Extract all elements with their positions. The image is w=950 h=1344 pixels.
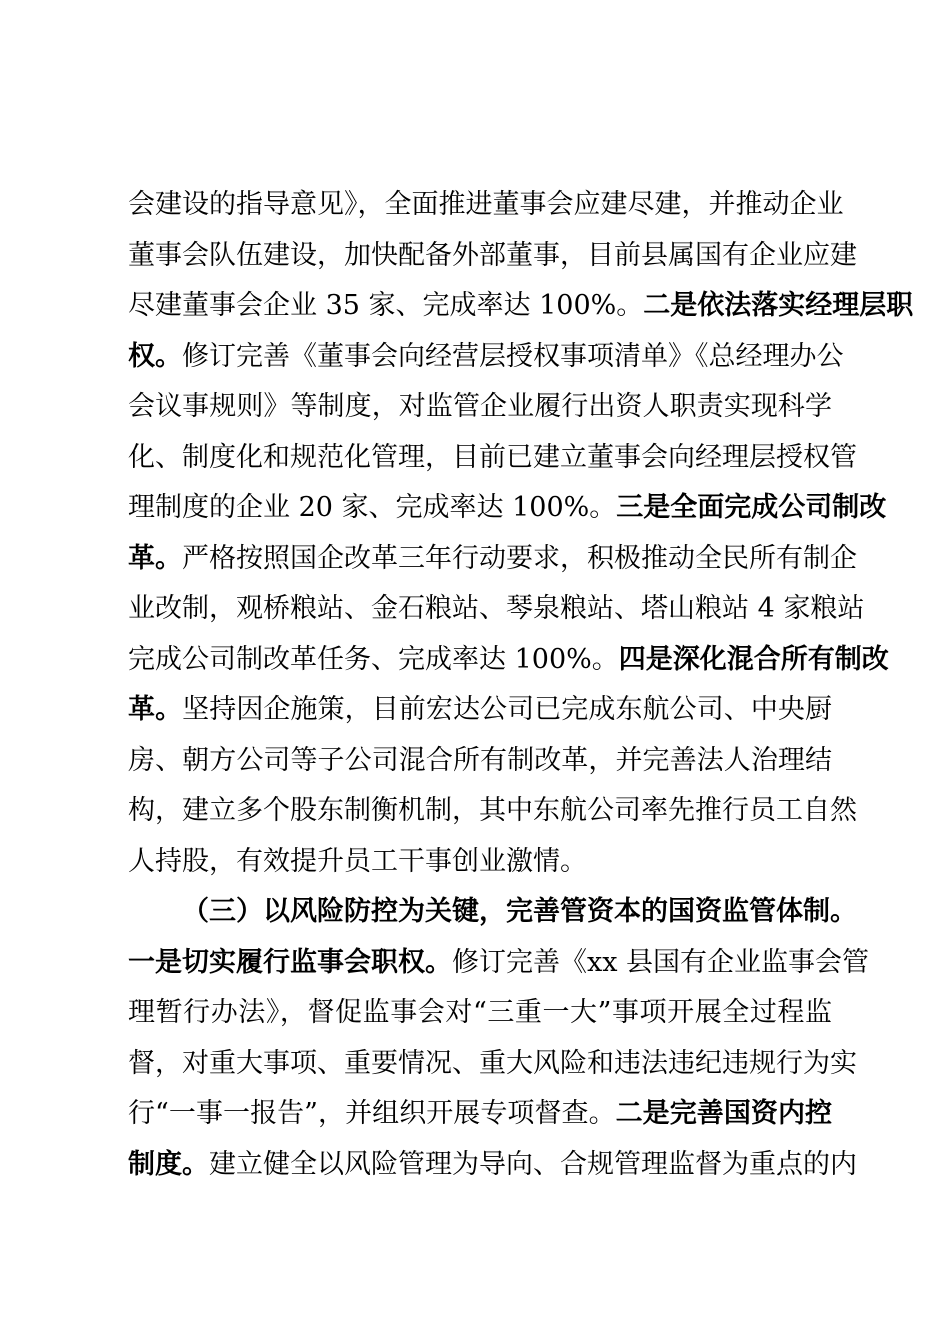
text-line: 督，对重大事项、重要情况、重大风险和违法违纪违规行为实 [128, 1047, 857, 1079]
point-three-title: 三是全面完成公司制改 [616, 492, 887, 523]
point-two-title: 二是依法落实经理层职 [643, 290, 914, 321]
text-line: 革。坚持因企施策，目前宏达公司已完成东航公司、中央厨 [128, 694, 833, 725]
paragraph-reform [128, 180, 914, 887]
text-line: 会建设的指导意见》，全面推进董事会应建尽建，并推动企业 [128, 189, 844, 220]
text-line: 行“一事一报告”，并组织开展专项督查。二是完善国资内控 [128, 1098, 832, 1129]
section-heading: （三）以风险防控为关键，完善管资本的国资监管体制。 [182, 896, 857, 927]
text-line: 会议事规则》等制度，对监管企业履行出资人职责实现科学 [128, 391, 832, 422]
text-line: 房、朝方公司等子公司混合所有制改革，并完善法人治理结 [128, 744, 832, 776]
paragraph-risk-control [128, 887, 870, 1190]
text-line: 业改制，观桥粮站、金石粮站、琴泉粮站、塔山粮站 4 家粮站 [128, 593, 865, 624]
text-line: 董事会队伍建设，加快配备外部董事，目前县属国有企业应建 [128, 239, 857, 271]
text-line: 人持股，有效提升员工干事创业激情。 [128, 845, 587, 877]
text-line: 革。严格按照国企改革三年行动要求，积极推动全民所有制企 [128, 542, 857, 574]
text-line: 化、制度化和规范化管理，目前已建立董事会向经理层授权管 [128, 441, 857, 473]
text-line: 构，建立多个股东制衡机制，其中东航公司率先推行员工自然 [128, 795, 857, 826]
point-four-title: 四是深化混合所有制改 [618, 643, 889, 675]
text-line: 一是切实履行监事会职权。修订完善《xx 县国有企业监事会管 [128, 946, 870, 978]
text-line: 理暂行办法》，督促监事会对“三重一大”事项开展全过程监 [128, 997, 832, 1028]
text-line: 制度。建立健全以风险管理为导向、合规管理监督为重点的内 [128, 1148, 857, 1180]
text-line: 权。修订完善《董事会向经营层授权事项清单》《总经理办公 [128, 340, 844, 372]
document-page [128, 180, 914, 1190]
point-two-title: 二是完善国资内控 [615, 1098, 832, 1129]
text-line: 完成公司制改革任务、完成率达 100%。四是深化混合所有制改 [128, 643, 889, 675]
point-one-title: 一是切实履行监事会职权。 [128, 946, 452, 978]
text-line: 尽建董事会企业 35 家、完成率达 100%。二是依法落实经理层职 [128, 290, 914, 321]
text-line: 理制度的企业 20 家、完成率达 100%。三是全面完成公司制改 [128, 492, 887, 523]
